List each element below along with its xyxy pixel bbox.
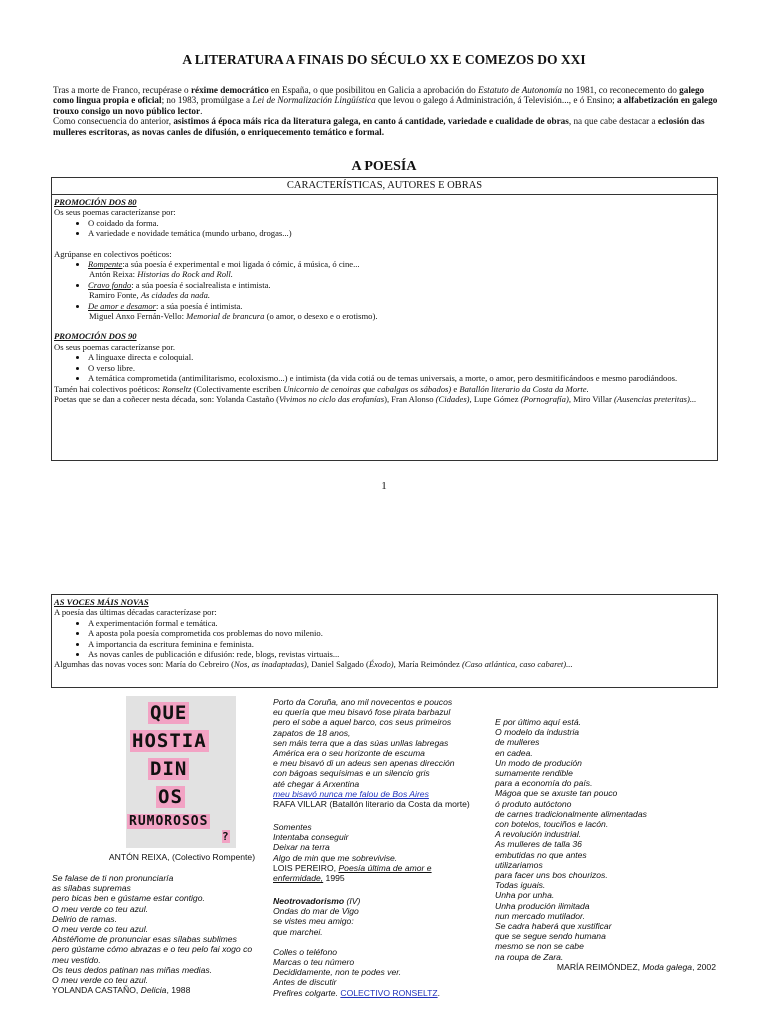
- section-heading-poesia: A POESÍA: [351, 159, 417, 174]
- promotion-90-title: PROMOCIÓN DOS 90: [54, 331, 137, 342]
- poem-line: zapatos de 18 anos,: [273, 727, 351, 738]
- work-note: (o amor, o desexo e o erotismo).: [264, 311, 378, 322]
- work-title: Vivimos no ciclo das erofanías: [279, 393, 385, 404]
- promotion-90-list: [54, 352, 715, 383]
- collectives-lead: Agrúpanse en colectivos poéticos:: [54, 248, 172, 259]
- collective-author: [54, 290, 715, 300]
- work-title: (Caso atlántica, caso cabaret)...: [461, 659, 573, 670]
- poem-line: O meu verde co teu azul.: [52, 924, 149, 935]
- promotion-90-lead: Os seus poemas caracterízanse por.: [54, 341, 175, 352]
- promotion-80-title: PROMOCIÓN DOS 80: [54, 197, 137, 207]
- text-segment: Algumhas das novas voces son: María do Cebreiro (: [54, 659, 234, 670]
- poem-line-text: Prefires colgarte.: [273, 987, 341, 998]
- poster-word: ?: [222, 830, 230, 843]
- new-voices-lead: A poesía das últimas décadas caracterízase por:: [54, 607, 217, 618]
- intro-emphasis: galego como lingua propia e oficial: [53, 85, 705, 106]
- poem-line: mesmo se non se cabe: [495, 941, 584, 952]
- promotion-80-list: [54, 218, 715, 239]
- author-name: Miguel Anxo Fernán-Vello:: [89, 311, 187, 322]
- poem-maria: [495, 717, 720, 972]
- text-segment: , Miro Villar: [568, 393, 614, 404]
- collective-description: : a súa poesía é intimista.: [156, 300, 243, 311]
- poem-line: Algo de min que me sobrevivise.: [273, 852, 398, 863]
- poem-line: América era o seu horizonte de escuma: [273, 748, 425, 759]
- poem-line: Deixar na terra: [273, 842, 330, 853]
- author-name: MARÍA REIMÓNDEZ,: [556, 961, 643, 972]
- poem-line: eu quería que meu bisavó fose pirata barbazul: [273, 707, 451, 718]
- poem-line: O meu verde co teu azul.: [52, 903, 149, 914]
- poem-yolanda: [52, 873, 292, 995]
- poem-line: sen máis terra que a das súas unllas labregas: [273, 737, 449, 748]
- poem-line: de carnes tradicionalmente alimentadas: [495, 808, 647, 819]
- poem-attribution: [52, 985, 292, 995]
- intro-text-segment: que levou o galego á Administración, á Televisión..., e ó Ensino;: [375, 95, 618, 106]
- poem-line: Un modo de produción: [495, 757, 582, 768]
- work-year: 1995: [323, 873, 345, 884]
- work-title: (Pornografía): [520, 393, 569, 404]
- work-year: , 2002: [692, 961, 716, 972]
- poem-link[interactable]: meu bisavó nunca me falou de Bos Aires: [273, 788, 429, 799]
- poem-rafa: [273, 697, 498, 809]
- text-segment: e: [451, 383, 460, 394]
- poem-line: E por último aquí está.: [495, 717, 581, 727]
- poem-line: embutidas no que antes: [495, 849, 587, 860]
- list-item: • A experimentación formal e temática.: [88, 618, 715, 628]
- poem-line: na roupa de Zara.: [495, 951, 564, 962]
- collectives-list: [54, 259, 715, 269]
- poem-line: Todas iguais.: [495, 880, 546, 891]
- collective-name: Ronseltz: [162, 383, 192, 394]
- intro-emphasis: eclosión das mulleres escritoras, as novas canles de difusión, o enriquecemento temático e formal.: [53, 116, 705, 137]
- poem-line: e meu bisavó di un adeus sen apenas dirección: [273, 758, 455, 769]
- collective-name: Cravo fondo: [88, 279, 132, 290]
- intro-text-segment: en España, o que posibilitou en Galicia a aprobación do: [268, 85, 478, 95]
- new-voices-box: [51, 594, 718, 688]
- list-item: • O verso libre.: [88, 363, 715, 373]
- poem-line: pero gústame cómo abrazas e o teu pelo fai xogo co: [52, 944, 253, 955]
- list-item: • A linguaxe directa e coloquial.: [88, 352, 715, 362]
- poem-line: Se falase de ti non pronunciaría: [52, 873, 174, 883]
- poem-line: con botelos, touciños e lacón.: [495, 819, 609, 830]
- work-title: Memorial de brancura: [186, 311, 265, 322]
- intro-text-segment: no 1981, co reconecemento do: [562, 85, 680, 95]
- intro-work-title: Estatuto de Autonomía: [477, 85, 563, 95]
- poem-line-text: .: [437, 987, 440, 998]
- intro-text-segment: .: [200, 105, 203, 116]
- text-segment: (Colectivamente escriben: [191, 383, 284, 394]
- collective-description: : a súa poesía é socialrealista e intimista.: [131, 279, 271, 290]
- promotion-90-poets: [54, 394, 715, 404]
- list-item: • O coidado da forma.: [88, 218, 715, 228]
- poem-line: que se segue sendo humana: [495, 931, 606, 942]
- poem-line: con bágoas sequísimas e un silencio gris: [273, 768, 430, 779]
- poster-word: RUMOROSOS: [129, 814, 209, 829]
- work-title: (Ausencias preteritas)...: [614, 393, 697, 404]
- list-item: • A importancia da escritura feminina e feminista.: [88, 639, 715, 649]
- work-title: As cidades da nada.: [140, 290, 211, 301]
- poem-line: para facer uns bos chourizos.: [495, 870, 608, 881]
- poem-line: que marchei.: [273, 926, 323, 937]
- poster-word: QUE: [150, 702, 188, 724]
- poem-line: A revolución industrial.: [495, 829, 582, 840]
- work-title: (Cidades): [435, 393, 470, 404]
- box-body: [52, 195, 717, 404]
- poem-line: Os teus dedos patinan nas miñas medias.: [52, 964, 213, 975]
- poem-line: Mágoa que se axuste tan pouco: [495, 788, 618, 799]
- collective-author: [54, 269, 715, 279]
- text-segment: , Lupe Gómez: [469, 393, 521, 404]
- collective-author: [54, 311, 715, 321]
- poem-neotrovadorismo: [273, 896, 498, 998]
- promotion-80-lead: Os seus poemas caracterízanse por:: [54, 207, 176, 218]
- text-segment: , María Reimóndez: [393, 659, 462, 670]
- poem-line: pero bicas ben e gústame estar contigo.: [52, 893, 205, 904]
- list-item: [88, 259, 715, 269]
- text-segment: Tamén hai colectivos poéticos:: [54, 383, 163, 394]
- poem-line: para a economía do país.: [495, 778, 593, 789]
- collective-name: De amor e desamor: [88, 300, 157, 311]
- poster-caption: ANTÓN REIXA, (Colectivo Rompente): [108, 852, 256, 862]
- poem-line: sumamente rendible: [495, 768, 573, 779]
- page-number: 1: [381, 480, 387, 492]
- new-voices-title: AS VOCES MÁIS NOVAS: [54, 597, 149, 607]
- list-item: • A variedade e novidade temática (mundo urbano, drogas...): [88, 228, 715, 238]
- author-name: Ramiro Fonte,: [89, 290, 141, 301]
- poem-attribution: [273, 873, 498, 883]
- intro-text-segment: Tras a morte de Franco, recupérase o: [53, 85, 191, 95]
- intro-text-segment: ; no 1983, promúlgase a: [161, 95, 253, 106]
- collective-description: :a súa poesía é experimental e moi ligada ó cómic, á música, ó cine...: [122, 259, 360, 270]
- intro-text-segment: Como consecuencia do anterior,: [53, 116, 174, 127]
- poem-attribution: [273, 863, 498, 873]
- text-segment: , Daniel Salgado (: [306, 659, 369, 670]
- characteristics-box: [51, 177, 718, 461]
- intro-work-title: Lei de Normalización Lingüística: [252, 95, 376, 106]
- poem-line: Porto da Coruña, ano mil novecentos e poucos: [273, 697, 453, 707]
- poem-line: O meu verde co teu azul.: [52, 975, 149, 986]
- poem-attribution: [495, 962, 720, 972]
- poem-line: Unha produción ilimitada: [495, 900, 590, 911]
- poem-lois: [273, 822, 498, 883]
- poem-title-text: Neotrovadorismo: [273, 896, 345, 906]
- poem-title: [273, 896, 498, 906]
- poem-line: ó produto autóctono: [495, 798, 572, 809]
- poem-line: Delirio de ramas.: [52, 913, 117, 924]
- work-title: Poesía última de amor e: [338, 862, 432, 873]
- work-title: Delicia: [140, 985, 167, 996]
- poem-line: Marcas o teu número: [273, 957, 355, 968]
- collectives-list: [54, 301, 715, 311]
- poem-line: pero el sobe a aquel barco, cos seus primeiros: [273, 717, 452, 728]
- poem-line: Colles o teléfono: [273, 946, 338, 957]
- poem-line: [273, 988, 498, 998]
- document-title: A LITERATURA A FINAIS DO SÉCULO XX E COMEZOS DO XXI: [182, 52, 586, 67]
- poem-title-suffix: (IV): [344, 896, 361, 906]
- new-voices-names: [54, 659, 715, 669]
- poem-line: até chegar á Arxentina: [273, 778, 360, 789]
- poem-line: Unha por unha.: [495, 890, 555, 901]
- author-name: Antón Reixa:: [89, 269, 138, 280]
- poster-word: OS: [158, 786, 183, 808]
- poem-line: utilizariamos: [495, 859, 543, 870]
- work-title: enfermidade,: [273, 873, 324, 884]
- intro-text: [53, 85, 718, 137]
- box-body: [52, 595, 717, 670]
- poem-line: Abstéñome de pronunciar esas sílabas sublimes: [52, 934, 237, 945]
- intro-emphasis: asistimos á época máis rica da literatura galega, en canto á cantidade, variedade e cualidade de obras: [173, 116, 569, 127]
- list-item: [88, 301, 715, 311]
- promotion-90-collectives: [54, 384, 715, 394]
- poem-line: as sílabas supremas: [52, 883, 131, 894]
- collectives-list: [54, 280, 715, 290]
- poem-line: Decididamente, non te podes ver.: [273, 967, 402, 978]
- collective-name: Batallón literario da Costa da Morte.: [459, 383, 589, 394]
- list-item: • As novas canles de publicación e difusión: rede, blogs, revistas virtuais...: [88, 649, 715, 659]
- work-title: Unicornio de cenoiras que cabalgas os sábados): [283, 383, 452, 394]
- list-item: • A aposta pola poesía comprometida cos problemas do novo milenio.: [88, 628, 715, 638]
- poster-word: DIN: [150, 758, 188, 780]
- work-year: , 1988: [166, 985, 191, 996]
- work-title: Moda galega: [642, 961, 693, 972]
- collective-link[interactable]: COLECTIVO RONSELTZ: [340, 987, 438, 998]
- intro-emphasis: réxime democrático: [190, 85, 269, 95]
- work-title: Éxodo): [368, 659, 394, 670]
- intro-emphasis: a alfabetización en galego trouxo consigo un novo público lector: [53, 95, 718, 116]
- poem-poster-image: [126, 696, 236, 848]
- poem-line: O modelo da industria: [495, 727, 580, 738]
- poem-line: Antes de discutir: [273, 977, 337, 988]
- poem-line: Se cadra haberá que xustificar: [495, 921, 612, 932]
- work-title: Nos, as inadaptadas): [233, 659, 307, 670]
- text-segment: ), Fran Alonso: [384, 393, 436, 404]
- author-name: LOIS PEREIRO,: [273, 862, 339, 873]
- poem-line: se vistes meu amigo:: [273, 916, 354, 927]
- intro-paragraph-1: [53, 85, 718, 116]
- box-header: CARACTERÍSTICAS, AUTORES E OBRAS: [52, 178, 717, 195]
- author-name: YOLANDA CASTAÑO,: [52, 985, 141, 996]
- poem-line: meu vestido.: [52, 954, 101, 965]
- intro-text-segment: , na que cabe destacar a: [568, 116, 658, 127]
- poster-word: HOSTIA: [132, 730, 207, 752]
- poem-line: nun mercado mutilador.: [495, 910, 585, 921]
- poem-line: Intentaba conseguir: [273, 832, 349, 843]
- list-item: • A temática comprometida (antimilitarismo, ecoloxismo...) e intimista (da vida cotiá ou de temas universais, a morte, o amor, pero desmitificándoos e mesmo parodiándoos.: [88, 373, 715, 383]
- poem-line: As mulleres de talla 36: [495, 839, 582, 850]
- poem-line: en cadea.: [495, 747, 533, 758]
- text-segment: Poetas que se dan a coñecer nesta década, son: Yolanda Castaño (: [54, 393, 280, 404]
- poem-line: de mulleres: [495, 737, 540, 748]
- work-title: Historias do Rock and Roll.: [137, 269, 233, 280]
- poem-line: Ondas do mar de Vigo: [273, 906, 359, 917]
- collective-name: Rompente: [88, 259, 123, 270]
- poem-attribution: RAFA VILLAR (Batallón literario da Costa da morte): [273, 799, 470, 810]
- new-voices-list: [54, 618, 715, 660]
- intro-paragraph-2: [53, 116, 718, 137]
- poem-line: Somentes: [273, 822, 312, 832]
- list-item: [88, 280, 715, 290]
